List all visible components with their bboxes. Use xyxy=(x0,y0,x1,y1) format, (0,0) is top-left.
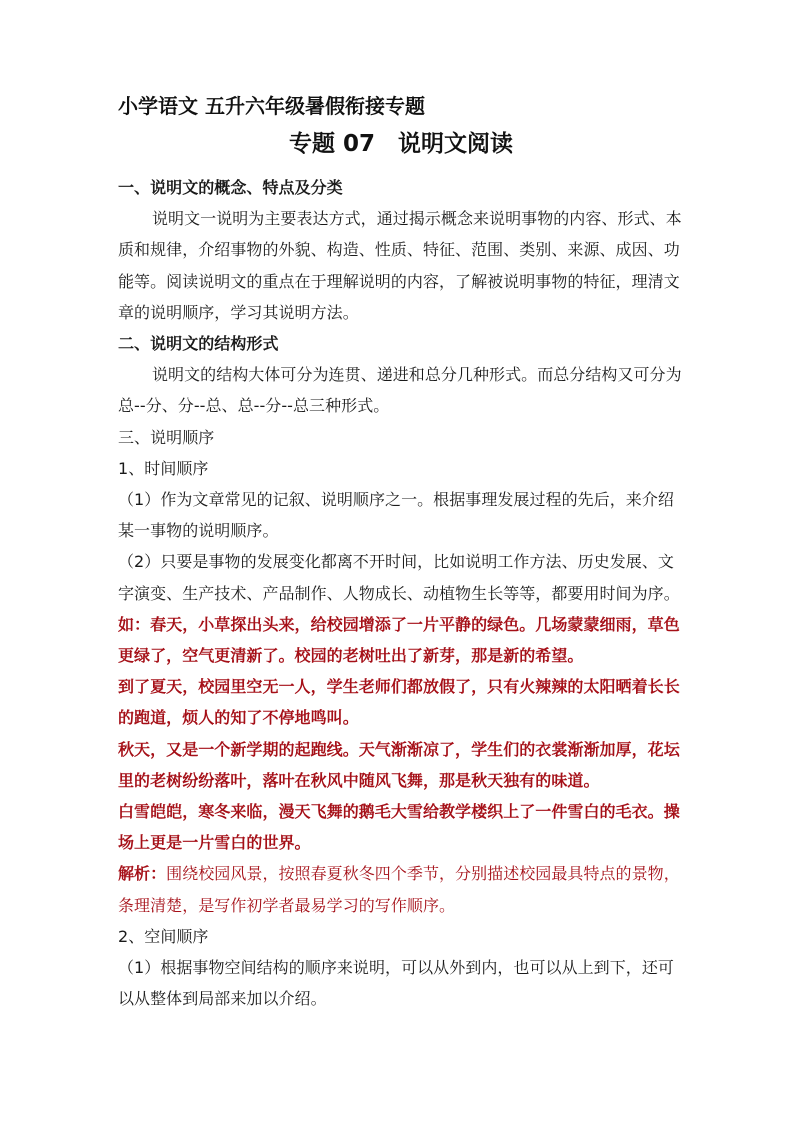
example-line: 更绿了，空气更清新了。校园的老树吐出了新芽，那是新的希望。 xyxy=(118,646,584,666)
example-line: 的跑道，烦人的知了不停地鸣叫。 xyxy=(118,708,359,728)
document-content xyxy=(118,90,684,1014)
document-header: 小学语文 五升六年级暑假衔接专题 xyxy=(118,94,425,118)
example-line: 到了夏天，校园里空无一人，学生老师们都放假了，只有火辣辣的太阳晒着长长 xyxy=(118,677,680,697)
example-line: 如：春天，小草探出头来，给校园增添了一片平静的绿色。几场蒙蒙细雨，草色 xyxy=(118,614,680,634)
section-heading-1: 一、说明文的概念、特点及分类 xyxy=(118,178,343,197)
paragraph-line: 总--分、分--总、总--分--总三种形式。 xyxy=(118,396,390,416)
paragraph-line: 说明文的结构大体可分为连贯、递进和总分几种形式。而总分结构又可分为 xyxy=(152,365,682,385)
paragraph-line: 章的说明顺序，学习其说明方法。 xyxy=(118,302,359,322)
analysis-label: 解析： xyxy=(118,864,167,884)
analysis-line: 条理清楚，是写作初学者最易学习的写作顺序。 xyxy=(118,895,456,915)
example-line: 里的老树纷纷落叶，落叶在秋风中随风飞舞，那是秋天独有的味道。 xyxy=(118,770,600,790)
section-heading-2: 二、说明文的结构形式 xyxy=(118,334,279,354)
subsection-heading-space-order: 2、空间顺序 xyxy=(118,926,209,946)
example-line: 秋天，又是一个新学期的起跑线。天气渐渐凉了，学生们的衣裳渐渐加厚，花坛 xyxy=(118,739,680,759)
paragraph-line: （2）只要是事物的发展变化都离不开时间，比如说明工作方法、历史发展、文 xyxy=(118,552,674,572)
example-line: 白雪皑皑，寒冬来临，漫天飞舞的鹅毛大雪给教学楼织上了一件雪白的毛衣。操 xyxy=(118,802,680,822)
paragraph-line: 说明文一说明为主要表达方式，通过揭示概念来说明事物的内容、形式、本 xyxy=(152,209,682,229)
page-title: 专题 07 说明文阅读 xyxy=(288,131,513,157)
paragraph-line: 以从整体到局部来加以介绍。 xyxy=(118,989,327,1009)
paragraph-line: 质和规律，介绍事物的外貌、构造、性质、特征、范围、类别、来源、成因、功 xyxy=(118,240,680,260)
paragraph-line: 能等。阅读说明文的重点在于理解说明的内容，了解被说明事物的特征，理清文 xyxy=(118,271,680,291)
paragraph-line: 字演变、生产技术、产品制作、人物成长、动植物生长等等，都要用时间为序。 xyxy=(118,583,680,603)
paragraph-line: 某一事物的说明顺序。 xyxy=(118,521,279,541)
section-heading-3: 三、说明顺序 xyxy=(118,427,215,447)
subsection-heading-time-order: 1、时间顺序 xyxy=(118,458,209,478)
analysis-line xyxy=(118,858,684,889)
paragraph-line: （1）作为文章常见的记叙、说明顺序之一。根据事理发展过程的先后，来介绍 xyxy=(118,490,674,510)
example-line: 场上更是一片雪白的世界。 xyxy=(118,833,311,853)
analysis-text: 围绕校园风景，按照春夏秋冬四个季节，分别描述校园最具特点的景物， xyxy=(166,864,680,884)
paragraph-line: （1）根据事物空间结构的顺序来说明，可以从外到内，也可以从上到下，还可 xyxy=(118,958,674,978)
